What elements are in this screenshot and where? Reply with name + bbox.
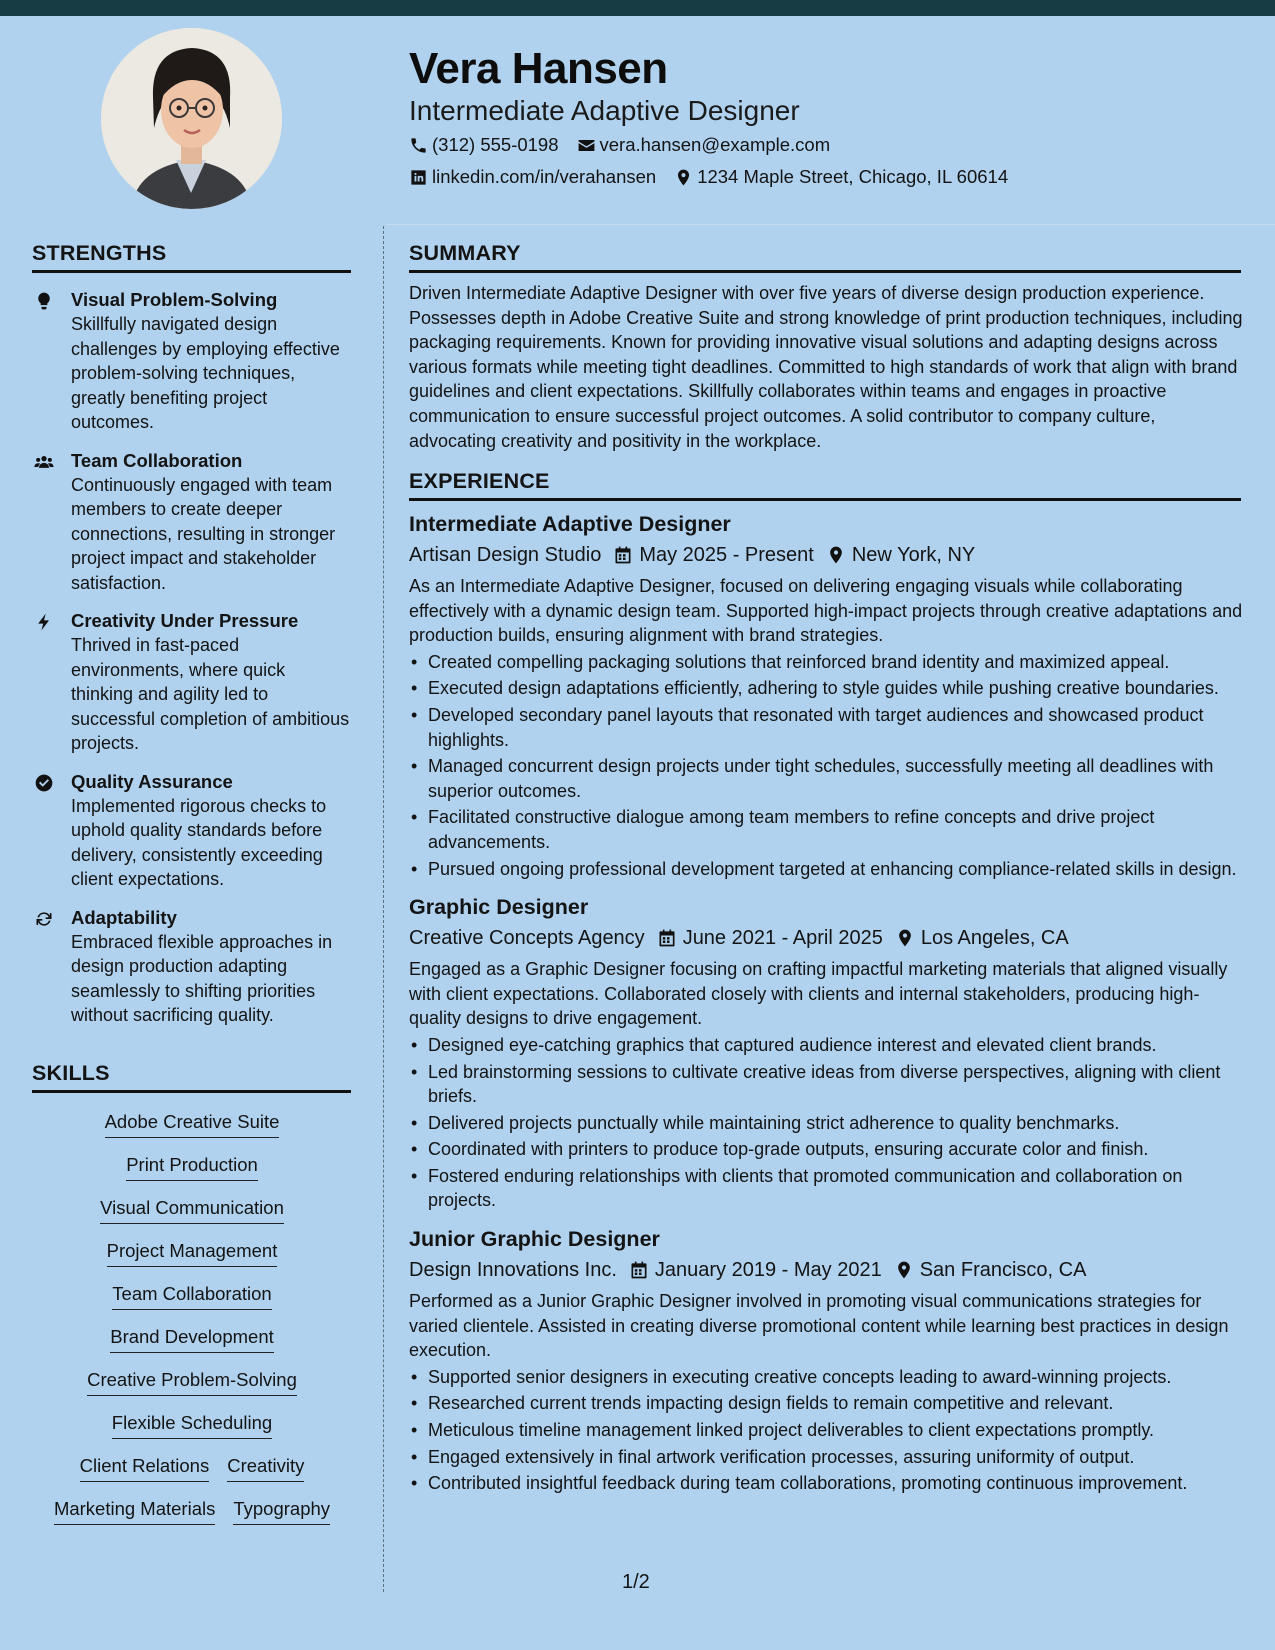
strength-item	[32, 906, 352, 1028]
job-bullets	[409, 1365, 1243, 1496]
strength-item	[32, 770, 352, 892]
skill-tag: Typography	[233, 1497, 330, 1525]
address-text: 1234 Maple Street, Chicago, IL 60614	[697, 166, 1009, 187]
job-bullet: • Supported senior designers in executing creative concepts leading to award-winning projects.	[409, 1365, 1243, 1390]
skill-tag: Team Collaboration	[112, 1282, 271, 1310]
job-entry	[409, 510, 1243, 881]
top-accent-bar	[0, 0, 1275, 16]
page-number: 1/2	[622, 1571, 650, 1593]
strength-title: Creativity Under Pressure	[71, 610, 299, 631]
job-bullet: • Pursued ongoing professional development targeted at enhancing compliance-related skills in design.	[409, 857, 1243, 882]
sync-icon	[34, 909, 54, 929]
strengths-heading: STRENGTHS	[32, 241, 351, 273]
job-meta	[409, 1255, 1243, 1285]
calendar-icon	[613, 545, 633, 565]
strength-desc: Skillfully navigated design challenges by employing effective problem-solving techniques, greatly benefiting project outcomes.	[71, 314, 340, 432]
contact-row-2	[409, 166, 1008, 188]
contact-phone[interactable]	[409, 134, 559, 156]
job-description: As an Intermediate Adaptive Designer, focused on delivering engaging visuals while collaborating effectively with a dynamic design team. Supported high-impact projects through creative adaptations and production builds, ensuring alignment with brand strategies.	[409, 576, 1243, 646]
skill-tag: Visual Communication	[100, 1196, 284, 1224]
job-company: Artisan Design Studio	[409, 544, 602, 566]
users-icon	[34, 452, 54, 472]
contact-linkedin[interactable]	[409, 166, 656, 188]
phone-icon	[409, 136, 428, 155]
skill-tag: Creative Problem-Solving	[87, 1368, 297, 1396]
strength-title: Adaptability	[71, 906, 177, 928]
strength-desc: Implemented rigorous checks to uphold quality standards before delivery, consistently exceeding client expectations.	[71, 795, 327, 889]
map-pin-icon	[895, 928, 915, 948]
profile-photo	[101, 28, 282, 209]
experience-list	[409, 510, 1243, 1508]
contact-row-1	[409, 134, 830, 156]
linkedin-icon	[409, 168, 428, 187]
job-dates: January 2019 - May 2021	[654, 1259, 882, 1282]
strength-desc: Continuously engaged with team members to create deeper connections, resulting in stronger project impact and stakeholder satisfaction.	[71, 474, 336, 593]
job-bullets	[409, 1033, 1243, 1213]
linkedin-text: linkedin.com/in/verahansen	[432, 166, 657, 187]
strength-item	[32, 449, 352, 596]
strength-item	[32, 288, 352, 435]
job-company: Design Innovations Inc.	[409, 1259, 617, 1282]
summary-text: Driven Intermediate Adaptive Designer with over five years of diverse design production experience. Possesses depth in Adobe Creative Suite and strong knowledge of print production techniques, including packaging requirements. Known for providing innovative visual solutions and adapting designs across various formats while meeting tight deadlines. Committed to high standards of work that align with brand guidelines and client expectations. Skillfully collaborates within teams and engages in proactive communication to ensure successful project outcomes. A solid contributor to company culture, advocating creativity and positivity in the workplace.	[409, 283, 1243, 451]
skill-tag: Brand Development	[110, 1325, 274, 1353]
job-bullet: • Contributed insightful feedback during team collaborations, promoting continuous improvement.	[409, 1471, 1243, 1496]
job-bullet: • Managed concurrent design projects under tight schedules, successfully meeting all deadlines with superior outcomes.	[409, 754, 1243, 803]
strength-item	[32, 609, 352, 756]
contact-email[interactable]	[577, 134, 831, 156]
strength-desc: Embraced flexible approaches in design production adapting seamlessly to shifting priorities without sacrificing quality.	[71, 931, 333, 1025]
column-divider	[383, 226, 384, 1592]
job-meta	[409, 540, 1243, 570]
skill-tag: Print Production	[126, 1153, 258, 1181]
job-bullet: • Facilitated constructive dialogue among team members to refine concepts and drive project advancements.	[409, 805, 1243, 854]
job-bullet: • Led brainstorming sessions to cultivate creative ideas from diverse perspectives, aligning with client briefs.	[409, 1060, 1243, 1109]
candidate-name: Vera Hansen	[409, 44, 668, 93]
skills-heading: SKILLS	[32, 1061, 351, 1093]
skill-tag: Client Relations	[80, 1454, 210, 1482]
calendar-icon	[657, 928, 677, 948]
skills-list	[32, 1110, 352, 1540]
experience-heading: EXPERIENCE	[409, 469, 1241, 501]
skill-tag: Creativity	[227, 1454, 304, 1482]
contact-address	[674, 166, 1008, 188]
strengths-list	[32, 288, 352, 1042]
job-bullet: • Coordinated with printers to produce top-grade outputs, ensuring accurate color and finish.	[409, 1137, 1243, 1162]
job-entry	[409, 1225, 1243, 1496]
map-pin-icon	[674, 168, 693, 187]
strength-title: Team Collaboration	[71, 449, 243, 471]
job-location: New York, NY	[851, 544, 976, 566]
job-company: Creative Concepts Agency	[409, 927, 645, 950]
job-location: Los Angeles, CA	[920, 927, 1069, 950]
job-bullet: • Developed secondary panel layouts that resonated with target audiences and showcased product highlights.	[409, 703, 1243, 752]
check-circle-icon	[34, 773, 54, 793]
job-bullet: • Fostered enduring relationships with clients that promoted communication and collaboration on projects.	[409, 1164, 1243, 1213]
map-pin-icon	[826, 545, 846, 565]
job-bullet: • Delivered projects punctually while maintaining strict adherence to quality benchmarks.	[409, 1111, 1243, 1136]
lightbulb-icon	[34, 291, 54, 311]
job-location: San Francisco, CA	[919, 1259, 1087, 1282]
candidate-title: Intermediate Adaptive Designer	[409, 95, 800, 126]
skill-tag: Adobe Creative Suite	[105, 1110, 280, 1138]
job-entry	[409, 893, 1243, 1213]
job-dates: May 2025 - Present	[639, 544, 814, 566]
job-bullet: • Engaged extensively in final artwork verification processes, assuring uniformity of output.	[409, 1445, 1243, 1470]
map-pin-icon	[894, 1260, 914, 1280]
job-bullet: • Meticulous timeline management linked project deliverables to client expectations promptly.	[409, 1418, 1243, 1443]
skill-tag: Flexible Scheduling	[112, 1411, 272, 1439]
phone-text: (312) 555-0198	[432, 134, 559, 155]
envelope-icon	[577, 136, 596, 155]
job-bullet: • Researched current trends impacting design fields to remain competitive and relevant.	[409, 1391, 1243, 1416]
calendar-icon	[629, 1260, 649, 1280]
skill-tag: Project Management	[107, 1239, 278, 1267]
job-bullet: • Designed eye-catching graphics that captured audience interest and elevated client brands.	[409, 1033, 1243, 1058]
job-title: Graphic Designer	[409, 895, 589, 920]
strength-title: Quality Assurance	[71, 770, 233, 792]
job-bullet: • Created compelling packaging solutions that reinforced brand identity and maximized appeal.	[409, 650, 1243, 675]
job-meta	[409, 923, 1243, 953]
bolt-icon	[34, 612, 54, 632]
summary-heading: SUMMARY	[409, 241, 1241, 273]
job-dates: June 2021 - April 2025	[682, 927, 883, 950]
job-bullet: • Executed design adaptations efficiently, adhering to style guides while pushing creative boundaries.	[409, 676, 1243, 701]
job-bullets	[409, 650, 1243, 881]
job-description: Performed as a Junior Graphic Designer involved in promoting visual communications strategies for varied clientele. Assisted in creating diverse promotional content while learning best practices in design execution.	[409, 1291, 1229, 1361]
job-description: Engaged as a Graphic Designer focusing on crafting impactful marketing materials that aligned visually with client expectations. Collaborated closely with clients and internal stakeholders, producing high-quality designs to drive engagement.	[409, 959, 1228, 1029]
email-text: vera.hansen@example.com	[599, 134, 831, 155]
job-title: Intermediate Adaptive Designer	[409, 512, 731, 536]
strength-title: Visual Problem-Solving	[71, 289, 278, 310]
skill-tag: Marketing Materials	[54, 1497, 215, 1525]
job-title: Junior Graphic Designer	[409, 1227, 660, 1252]
header-divider	[386, 224, 1275, 225]
strength-desc: Thrived in fast-paced environments, where quick thinking and agility led to successful completion of ambitious projects.	[71, 635, 350, 753]
